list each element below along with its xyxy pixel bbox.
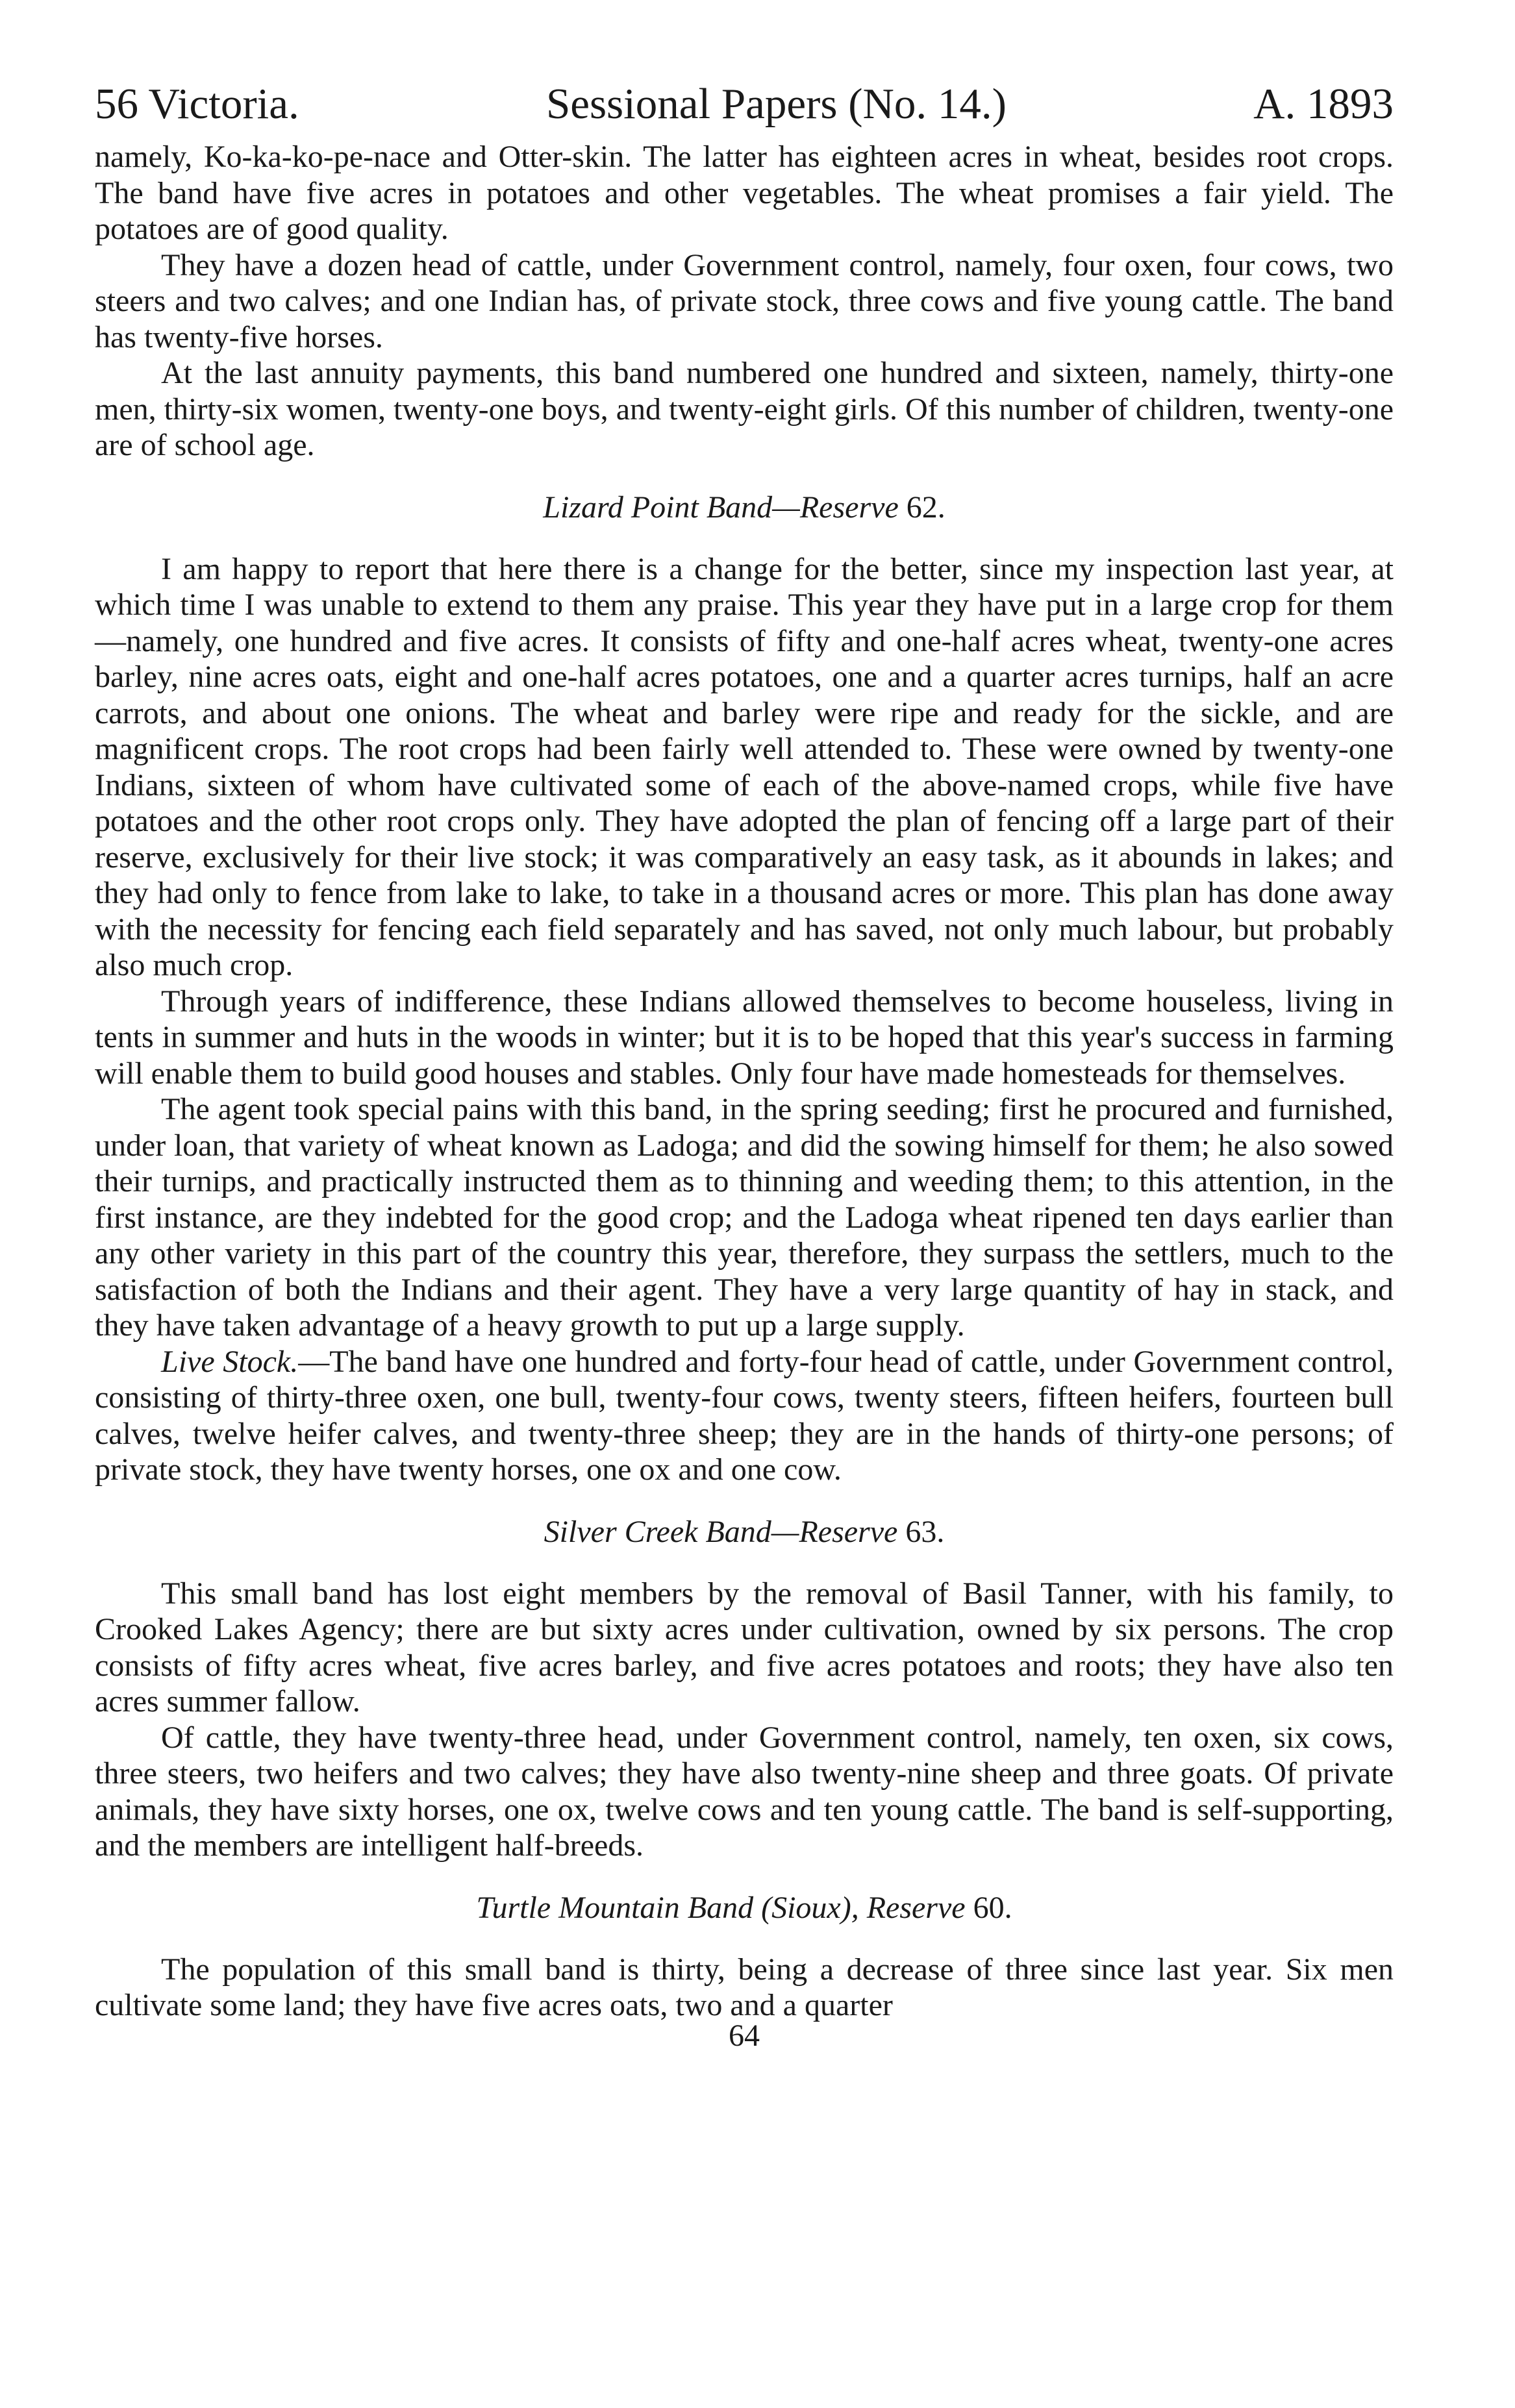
silver-paragraph-2: Of cattle, they have twenty-three head, under Government control, namely, ten oxen, six cows, three steers, two heifers and two calves; they have also twenty-nine sheep and three goats. Of private animals, they have sixty horses, one ox, twelve cows and ten young cattle. The band is self-supporting, and the members are intelligent half-breeds. bbox=[95, 1720, 1394, 1863]
header-session: 56 Victoria. bbox=[95, 80, 299, 128]
section-title-text: Turtle Mountain Band (Sioux), Reserve bbox=[476, 1890, 966, 1925]
section-title-silver-creek bbox=[95, 1514, 1394, 1550]
silver-paragraph-1: This small band has lost eight members by the removal of Basil Tanner, with his family, to Crooked Lakes Agency; there are but sixty acres under cultivation, owned by six persons. The crop consists of fifty acres wheat, five acres barley, and five acres potatoes and roots; they have also ten acres summer fallow. bbox=[95, 1576, 1394, 1719]
lizard-paragraph-1: I am happy to report that here there is a change for the better, since my inspection last year, at which time I was unable to extend to them any praise. This year they have put in a large crop for them—namely, one hundred and five acres. It consists of fifty and one-half acres wheat, twenty-one acres barley, nine acres oats, eight and one-half acres potatoes, one and a quarter acres turnips, half an acre carrots, and about one onions. The wheat and barley were ripe and ready for the sickle, and are magnificent crops. The root crops had been fairly well attended to. These were owned by twenty-one Indians, sixteen of whom have cultivated some of each of the above-named crops, while five have potatoes and the other root crops only. They have adopted the plan of fencing off a large part of their reserve, exclusively for their live stock; it was comparatively an easy task, as it abounds in lakes; and they had only to fence from lake to lake, to take in a thousand acres or more. This plan has done away with the necessity for fencing each field separately and has saved, not only much labour, but probably also much crop. bbox=[95, 551, 1394, 982]
live-stock-lead: Live Stock. bbox=[161, 1344, 299, 1379]
section-title-turtle-mountain bbox=[95, 1890, 1394, 1926]
turtle-paragraph-1: The population of this small band is thirty, being a decrease of three since last year. Six men cultivate some land; they have five acres oats, two and a quarter bbox=[95, 1952, 1394, 2022]
section-title-text: Lizard Point Band—Reserve bbox=[543, 490, 899, 525]
page-number: 64 bbox=[729, 2018, 760, 2053]
live-stock-text: —The band have one hundred and forty-four head of cattle, under Government control, consisting of thirty-three oxen, one bull, twenty-four cows, twenty steers, fifteen heifers, fourteen bull calves, twelve heifer calves, and twenty-three sheep; they are in the hands of thirty-one persons; of private stock, they have twenty horses, one ox and one cow. bbox=[95, 1344, 1394, 1487]
header-year: A. 1893 bbox=[1253, 80, 1394, 128]
header-title: Sessional Papers (No. 14.) bbox=[545, 80, 1007, 128]
opening-paragraph-2: They have a dozen head of cattle, under Government control, namely, four oxen, four cows, two steers and two calves; and one Indian has, of private stock, three cows and five young cattle. The band has twenty-five horses. bbox=[95, 247, 1394, 354]
opening-paragraph-1: namely, Ko-ka-ko-pe-nace and Otter-skin. The latter has eighteen acres in wheat, besides root crops. The band have five acres in potatoes and other vegetables. The wheat promises a fair yield. The potatoes are of good quality. bbox=[95, 140, 1394, 246]
lizard-paragraph-3: The agent took special pains with this band, in the spring seeding; first he procured and furnished, under loan, that variety of wheat known as Ladoga; and did the sowing himself for them; he also sowed their turnips, and practically instructed them as to thinning and weeding them; to this attention, in the first instance, are they indebted for the good crop; and the Ladoga wheat ripened ten days earlier than any other variety in this part of the country this year, therefore, they surpass the settlers, much to the satisfaction of both the Indians and their agent. They have a very large quantity of hay in stack, and they have taken advantage of a heavy growth to put up a large supply. bbox=[95, 1092, 1394, 1343]
page-header bbox=[95, 78, 1394, 130]
section-title-number: 60. bbox=[973, 1890, 1012, 1925]
section-title-lizard-point bbox=[95, 490, 1394, 525]
document-page bbox=[95, 78, 1394, 2052]
section-title-text: Silver Creek Band—Reserve bbox=[544, 1514, 898, 1549]
lizard-paragraph-live-stock bbox=[95, 1344, 1394, 1488]
section-title-number: 62. bbox=[906, 490, 945, 525]
section-title-number: 63. bbox=[905, 1514, 945, 1549]
lizard-paragraph-2: Through years of indifference, these Indians allowed themselves to become houseless, living in tents in summer and huts in the woods in winter; but it is to be hoped that this year's success in farming will enable them to build good houses and stables. Only four have made homesteads for themselves. bbox=[95, 984, 1394, 1091]
opening-paragraph-3: At the last annuity payments, this band numbered one hundred and sixteen, namely, thirty-one men, thirty-six women, twenty-one boys, and twenty-eight girls. Of this number of children, twenty-one are of school age. bbox=[95, 356, 1394, 462]
